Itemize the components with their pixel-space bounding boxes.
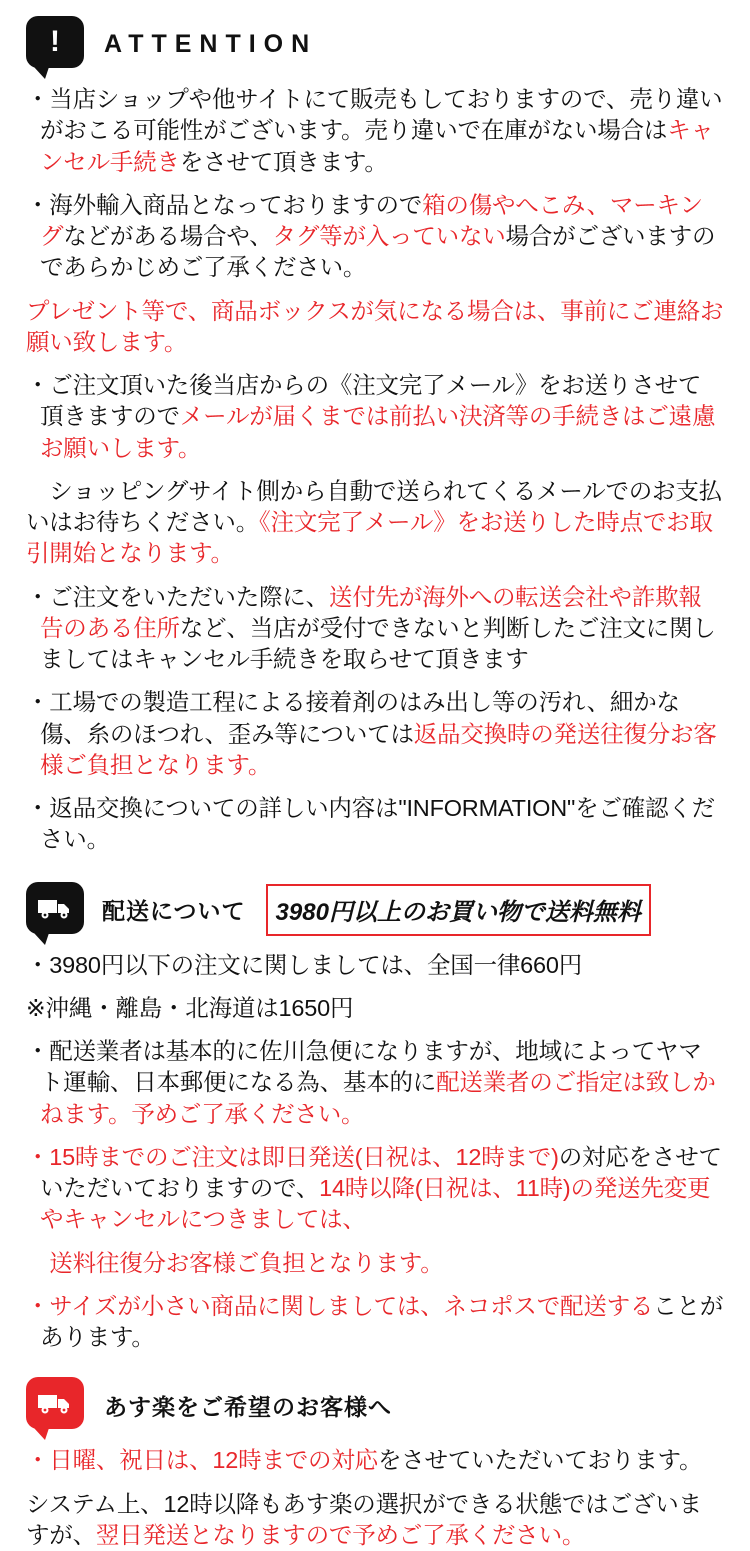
text-run: ・海外輸入商品となっておりますので (26, 192, 422, 218)
attention-paragraph-1 (26, 84, 724, 178)
shipping-title: 配送について (102, 893, 246, 926)
text-run: など、当店が受付できないと判断したご注文に関しましてはキャンセル手続きを取らせて頂きます (40, 615, 716, 672)
text-run: 箱の傷やへこみ、マーキング (40, 192, 703, 249)
text-run: などがある場合や、 (63, 223, 272, 249)
text-run: 場合がございますのであらかじめご了承ください。 (40, 223, 715, 280)
attention-paragraph-8 (26, 793, 724, 856)
truck-glyph (37, 896, 73, 920)
text-run: ・ご注文頂いた後当店からの《注文完了メール》をお送りさせて頂きますので (26, 372, 701, 429)
free-shipping-banner: 3980円以上のお買い物で送料無料 (266, 884, 651, 936)
asuraku-paragraph-1 (26, 1445, 724, 1476)
exclamation-mark: ! (50, 27, 60, 57)
asuraku-paragraph-2 (26, 1489, 724, 1551)
asuraku-title: あす楽をご希望のお客様へ (104, 1389, 392, 1422)
text-run: ※沖縄・離島・北海道は1650円 (26, 995, 353, 1021)
text-run: ・3980円以下の注文に関しましては、全国一律660円 (26, 952, 582, 978)
attention-paragraph-6 (26, 582, 724, 676)
shipping-paragraph-2 (26, 993, 724, 1024)
attention-paragraph-2 (26, 190, 724, 284)
attention-paragraph-7 (26, 687, 724, 781)
text-run: ・配送業者は基本的に佐川急便になりますが、地域によってヤマト運輸、日本郵便になる為、基本的に (26, 1038, 702, 1095)
text-run: ・当店ショップや他サイトにて販売もしておりますので、売り違いがおこる可能性がございます。売り違いで在庫がない場合は (26, 86, 722, 143)
text-run: メールが届くまでは前払い決済等の手続きはご遠慮お願いします。 (40, 403, 715, 460)
text-run: ことがあります。 (40, 1293, 723, 1350)
text-run: システム上、12時以降もあす楽の選択ができる状態ではございますが、 (26, 1491, 702, 1548)
truck-icon-black (26, 882, 88, 938)
text-run: ・返品交換についての詳しい内容は"INFORMATION"をご確認ください。 (26, 795, 715, 852)
text-run: をさせていただいております。 (378, 1447, 702, 1473)
shipping-paragraph-3 (26, 1036, 724, 1130)
attention-paragraph-4 (26, 370, 724, 464)
attention-title: ATTENTION (104, 30, 317, 59)
asuraku-section-header (26, 1377, 724, 1433)
truck-icon-red (26, 1377, 88, 1433)
text-run: タグ等が入っていない (273, 223, 506, 249)
attention-paragraph-5 (26, 476, 724, 570)
attention-section-header (26, 16, 724, 72)
text-run: 送料往復分お客様ご負担となります。 (26, 1250, 444, 1276)
text-run: プレゼント等で、商品ボックスが気になる場合は、事前にご連絡お願い致します。 (26, 298, 723, 355)
text-run: をさせて頂きます。 (180, 149, 388, 175)
shipping-paragraph-1 (26, 950, 724, 981)
text-run: ・ご注文をいただいた際に、 (26, 584, 329, 610)
text-run: キャンセル手続き (40, 117, 714, 174)
text-run: の対応をさせていただいておりますので、 (40, 1144, 722, 1201)
attention-paragraph-3 (26, 296, 724, 359)
text-run: ・サイズが小さい商品に関しましては、ネコポスで配送する (26, 1293, 653, 1319)
text-run: 送付先が海外への転送会社や詐欺報告のある住所 (40, 584, 702, 641)
shipping-section-header (26, 882, 724, 938)
exclamation-bubble-icon (26, 16, 88, 72)
text-run: 配送業者のご指定は致しかねます。予めご了承ください。 (40, 1069, 716, 1126)
text-run: 《注文完了メール》をお送りした時点でお取引開始となります。 (26, 509, 713, 566)
text-run: ・工場での製造工程による接着剤のはみ出し等の汚れ、細かな傷、糸のほつれ、歪み等については (26, 689, 680, 746)
text-run: 返品交換時の発送往復分お客様ご負担となります。 (40, 721, 717, 778)
text-run: ショッピングサイト側から自動で送られてくるメールでのお支払いはお待ちください。 (26, 478, 722, 535)
text-run: 翌日発送となりますので予めご了承ください。 (96, 1522, 585, 1548)
shipping-paragraph-4 (26, 1142, 724, 1236)
shipping-paragraph-6 (26, 1291, 724, 1354)
shipping-paragraph-5 (26, 1248, 724, 1279)
text-run: ・15時までのご注文は即日発送(日祝は、12時まで) (26, 1144, 559, 1170)
text-run: 14時以降(日祝は、11時)の発送先変更やキャンセルにつきましては、 (40, 1175, 710, 1232)
text-run: ・日曜、祝日は、12時までの対応 (26, 1447, 378, 1473)
truck-glyph-red (37, 1391, 73, 1415)
